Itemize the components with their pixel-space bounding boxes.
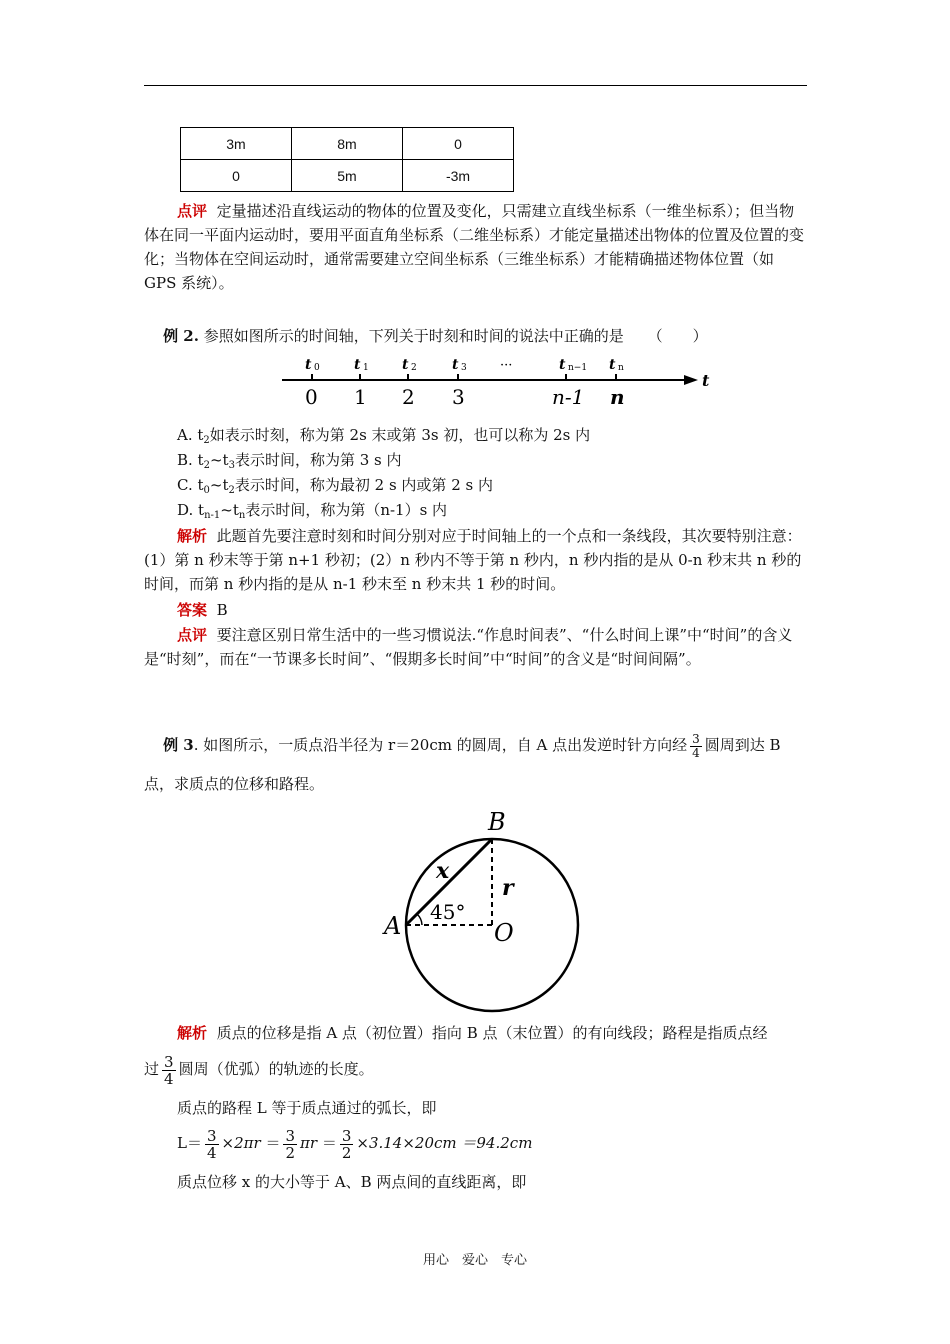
comment-text: 定量描述沿直线运动的物体的位置及变化，只需建立直线坐标系（一维坐标系）；但当物体在同一平面内运动时，要用平面直角坐标系（二维坐标系）才能定量描述出物体的位置及位置的变化；当物体在空间运动时，通常需要建立空间坐标系（三维坐标系）才能精确描述物体位置（如 GPS 系统）。 — [144, 202, 805, 292]
option-b-sub1: 2 — [203, 460, 210, 471]
svg-text:t: t — [609, 357, 616, 373]
header-rule — [144, 85, 807, 86]
svg-text:1: 1 — [363, 363, 369, 373]
analysis-post: 圆周（优弧）的轨迹的长度。 — [178, 1060, 374, 1078]
analysis-pre: 过 — [144, 1060, 160, 1078]
example2-label: 例 2. — [163, 327, 199, 345]
fraction-numerator: 3 — [692, 731, 700, 746]
option-c-text: 表示时间，称为最初 2 s 内或第 2 s 内 — [234, 476, 493, 494]
fraction-denominator: 2 — [341, 1143, 352, 1162]
table-cell: 0 — [403, 128, 514, 160]
example3-question — [144, 732, 807, 760]
option-d-mid: ~t — [220, 501, 239, 519]
fraction — [162, 1054, 176, 1087]
option-b — [177, 449, 402, 477]
comment-paragraph-1 — [144, 199, 807, 295]
eq-sign: ＝ — [321, 1134, 337, 1152]
analysis-paragraph-3-line2 — [144, 1049, 807, 1089]
svg-text:n−1: n−1 — [568, 363, 588, 373]
timeline-label-n-1: n-1 — [552, 385, 585, 409]
fraction-numerator: 3 — [164, 1052, 174, 1071]
fraction — [205, 1128, 219, 1161]
displacement-intro: 质点位移 x 的大小等于 A、B 两点间的直线距离，即 — [177, 1173, 527, 1191]
label-a: A — [384, 912, 402, 940]
option-a-prefix: A. t — [177, 426, 204, 444]
option-c-prefix: C. t — [177, 476, 204, 494]
example3-question-line2: 点，求质点的位移和路程。 — [144, 775, 325, 793]
eq-result: ＝94.2cm — [461, 1134, 533, 1152]
table-cell: 3m — [181, 128, 292, 160]
svg-text:t: t — [305, 357, 312, 373]
example3-question-text: . 如图所示，一质点沿半径为 r＝20cm 的圆周，自 A 点出发逆时针方向经 — [193, 736, 688, 754]
option-a-text: 如表示时刻，称为第 2s 末或第 3s 初，也可以称为 2s 内 — [209, 426, 591, 444]
timeline-label-n: n — [610, 385, 625, 409]
timeline-label-0: 0 — [305, 385, 318, 409]
label-angle: 45° — [430, 900, 466, 924]
fraction-denominator: 4 — [692, 745, 700, 760]
comment-paragraph-2 — [144, 623, 807, 671]
fraction-numerator: 3 — [206, 1126, 217, 1145]
example2-question — [144, 324, 807, 348]
option-b-mid: ~t — [209, 451, 229, 469]
timeline-label-2: 2 — [402, 385, 415, 409]
answer-bracket: （ ） — [647, 327, 708, 345]
answer-label: 答案 — [177, 601, 208, 619]
path-equation — [177, 1123, 532, 1163]
analysis-label: 解析 — [177, 527, 208, 545]
option-c-sub2: 2 — [228, 485, 235, 496]
svg-text:3: 3 — [461, 363, 467, 373]
label-x: x — [436, 858, 450, 884]
svg-text:t: t — [402, 357, 409, 373]
option-c-mid: ~t — [209, 476, 229, 494]
timeline-dots: ··· — [500, 358, 513, 373]
label-o: O — [494, 919, 514, 947]
option-b-prefix: B. t — [177, 451, 204, 469]
eq-l: L＝ — [177, 1134, 202, 1152]
option-d — [177, 499, 447, 527]
position-table — [180, 127, 514, 192]
analysis-text: 质点的位移是指 A 点（初位置）指向 B 点（末位置）的有向线段；路程是指质点经 — [216, 1024, 768, 1042]
comment-label: 点评 — [177, 202, 208, 220]
analysis-paragraph-2 — [144, 524, 807, 596]
svg-text:2: 2 — [411, 363, 417, 373]
eq-sign: ＝ — [265, 1134, 281, 1152]
table-cell: 0 — [181, 160, 292, 192]
arrow-icon — [684, 375, 698, 385]
answer-value: B — [216, 601, 228, 619]
fraction — [690, 733, 702, 760]
fraction-denominator: 4 — [164, 1069, 174, 1088]
fraction-numerator: 3 — [341, 1126, 352, 1145]
option-d-sub1: n-1 — [204, 510, 221, 521]
axis-label: t — [702, 371, 710, 390]
timeline-label-1: 1 — [354, 385, 367, 409]
analysis-label: 解析 — [177, 1024, 208, 1042]
option-d-prefix: D. t — [177, 501, 205, 519]
fraction — [283, 1128, 297, 1161]
timeline-figure — [278, 352, 718, 412]
table-row — [181, 160, 514, 192]
svg-text:t: t — [354, 357, 361, 373]
eq-term-1: ×2πr — [221, 1134, 261, 1152]
table-cell: 8m — [292, 128, 403, 160]
comment-text: 要注意区别日常生活中的一些习惯说法.“作息时间表”、“什么时间上课”中“时间”的含义是“时刻”，而在“一节课多长时间”、“假期多长时间”中“时间”的含义是“时间间隔”。 — [144, 626, 793, 668]
option-c-sub1: 0 — [203, 485, 210, 496]
fraction-denominator: 4 — [206, 1143, 217, 1162]
answer-line — [144, 598, 840, 622]
eq-term-3: ×3.14×20cm — [356, 1134, 457, 1152]
circle-figure — [380, 800, 580, 1020]
path-intro: 质点的路程 L 等于质点通过的弧长，即 — [177, 1099, 437, 1117]
svg-text:t: t — [559, 357, 566, 373]
example3-label: 例 3 — [163, 736, 194, 754]
example2-question-text: 参照如图所示的时间轴，下列关于时刻和时间的说法中正确的是 — [203, 327, 624, 345]
option-d-sub2: n — [238, 510, 246, 521]
svg-text:0: 0 — [314, 363, 320, 373]
table-cell: -3m — [403, 160, 514, 192]
option-b-sub2: 3 — [228, 460, 235, 471]
timeline-label-3: 3 — [452, 385, 465, 409]
label-r: r — [502, 875, 514, 901]
svg-text:n: n — [618, 363, 624, 373]
option-a — [177, 424, 590, 452]
eq-term-2: πr — [300, 1134, 318, 1152]
fraction — [340, 1128, 354, 1161]
table-cell: 5m — [292, 160, 403, 192]
label-b: B — [488, 808, 506, 836]
option-b-text: 表示时间，称为第 3 s 内 — [234, 451, 402, 469]
analysis-paragraph-3 — [144, 1021, 807, 1045]
analysis-text: 此题首先要注意时刻和时间分别对应于时间轴上的一个点和一条线段，其次要特别注意：(1）第 n 秒末等于第 n+1 秒初；(2）n 秒内不等于第 n 秒内，n 秒内指的是从 0-n 秒末共 n 秒的时间，而第 n 秒内指的是从 n-1 秒末至 n 秒末共 1 秒的时间。 — [144, 527, 802, 593]
fraction-numerator: 3 — [285, 1126, 295, 1145]
table-row — [181, 128, 514, 160]
option-d-text: 表示时间，称为第（n-1）s 内 — [245, 501, 448, 519]
option-a-sub: 2 — [203, 435, 210, 446]
angle-arc — [417, 914, 422, 925]
comment-label: 点评 — [177, 626, 208, 644]
example3-question-text-2: 圆周到达 B — [704, 736, 781, 754]
option-c — [177, 474, 493, 502]
fraction-denominator: 2 — [285, 1143, 295, 1162]
page-footer: 用心 爱心 专心 — [422, 1253, 527, 1268]
svg-text:t: t — [452, 357, 459, 373]
